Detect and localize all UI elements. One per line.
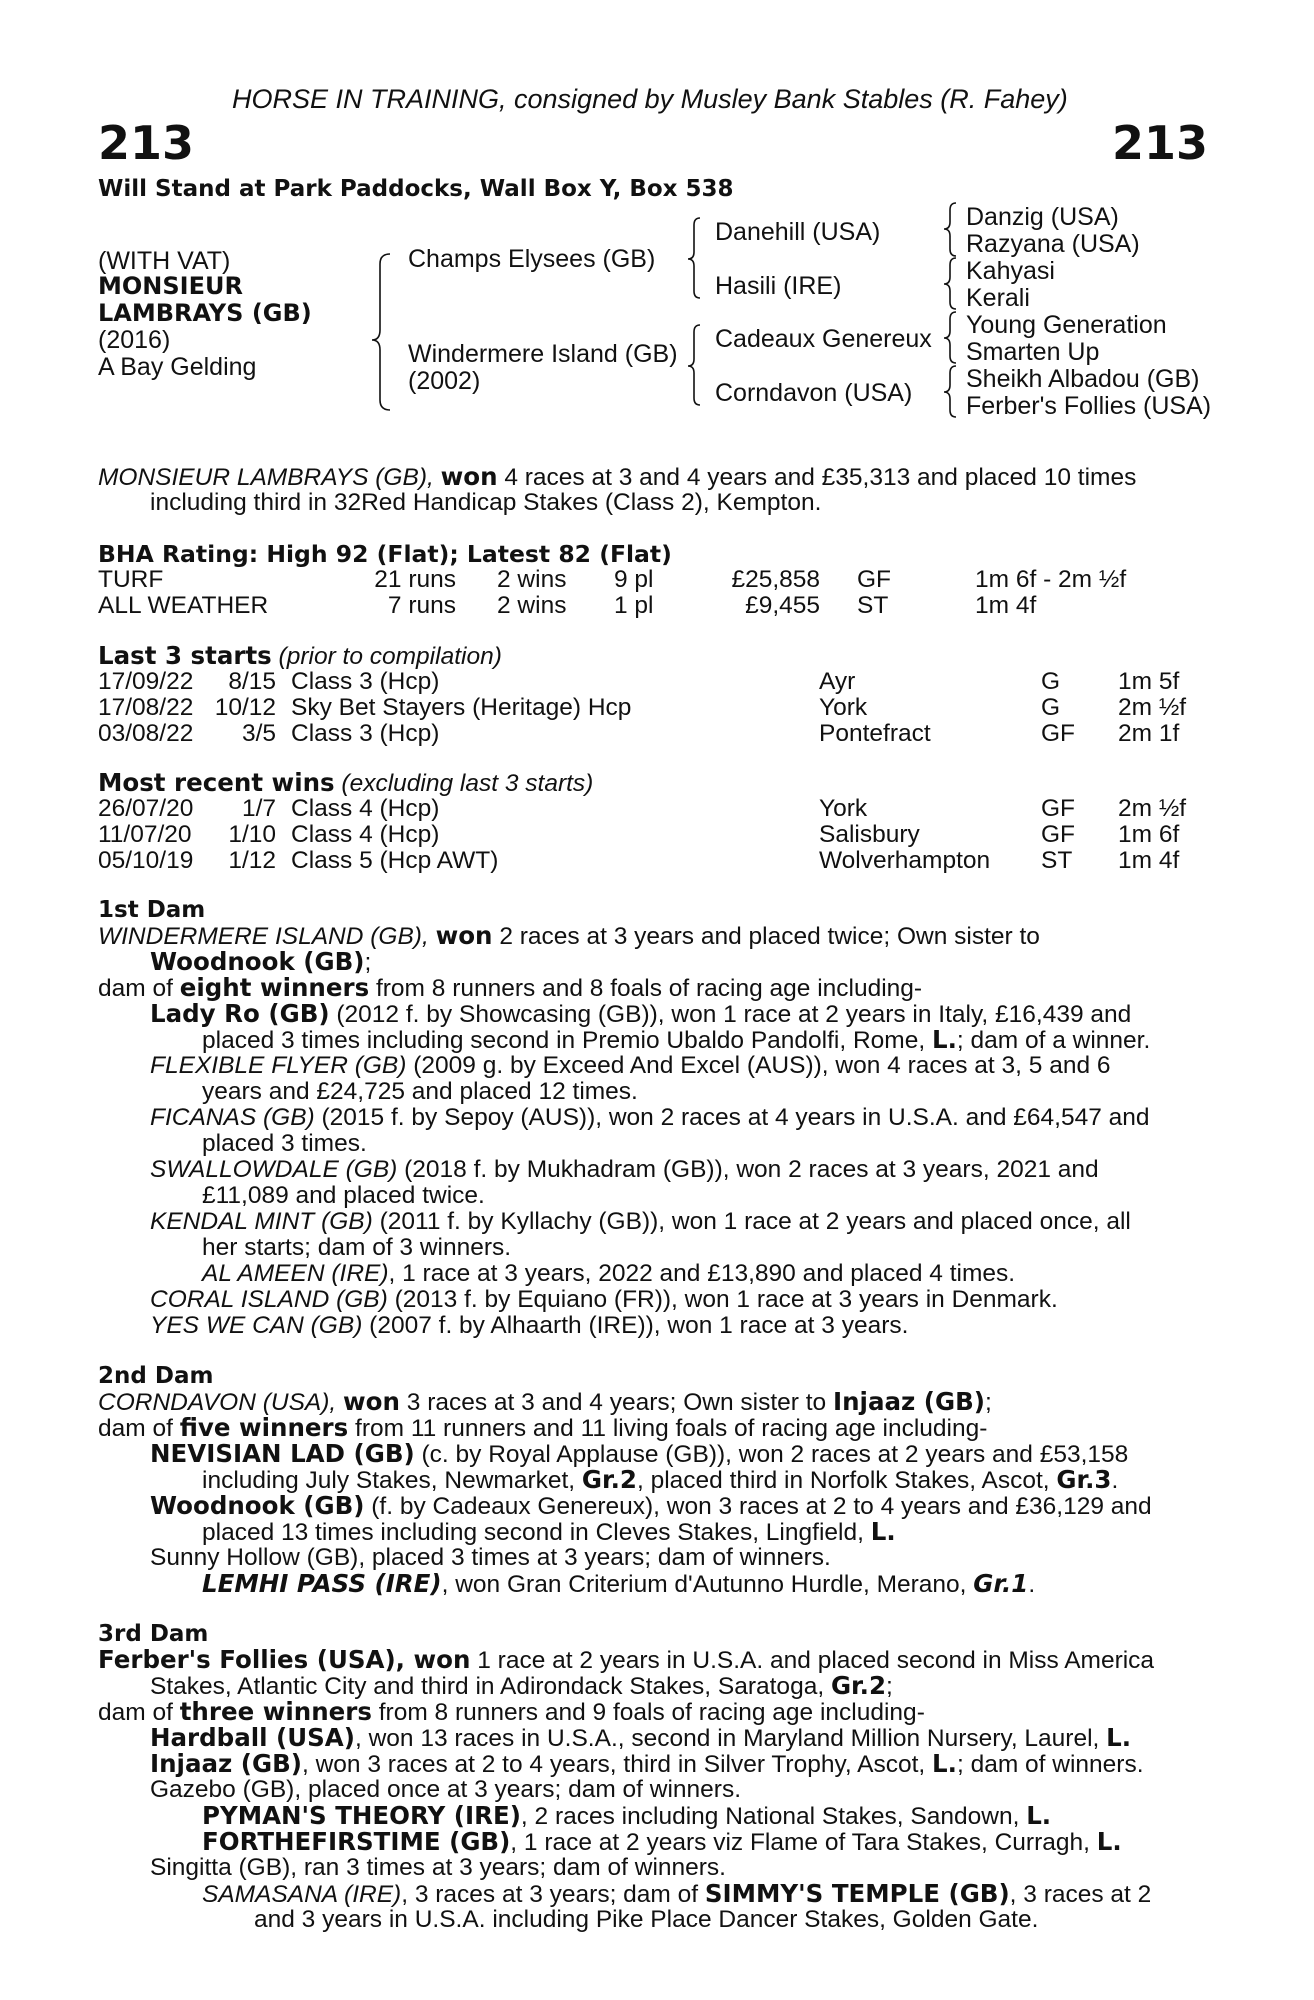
race-name: Class 3 (Hcp) bbox=[291, 720, 440, 747]
grade: L. bbox=[870, 1517, 896, 1546]
progeny-name: SWALLOWDALE (GB) bbox=[150, 1156, 398, 1183]
horse-name-line2: LAMBRAYS (GB) bbox=[98, 299, 312, 327]
dam1-line bbox=[150, 1287, 1058, 1313]
text: 1 race at 2 years in U.S.A. and placed second in Miss America bbox=[470, 1647, 1155, 1674]
text: dam of bbox=[98, 975, 180, 1002]
text: , won Gran Criterium d'Autunno Hurdle, Merano, bbox=[441, 1571, 974, 1598]
summary-horse-name: MONSIEUR LAMBRAYS (GB), bbox=[98, 464, 434, 491]
race-date: 03/08/22 bbox=[98, 720, 194, 747]
text: 2 races at 3 years and placed twice; Own sister to bbox=[492, 923, 1040, 950]
grade: L. bbox=[1096, 1827, 1122, 1856]
second-dam-heading: 2nd Dam bbox=[98, 1363, 214, 1389]
rating-wins: 2 wins bbox=[497, 592, 567, 619]
text: ; bbox=[364, 949, 372, 976]
dam1-line bbox=[150, 1001, 1131, 1028]
text: , placed third in Norfolk Stakes, Ascot, bbox=[636, 1467, 1057, 1494]
rating-surface: ALL WEATHER bbox=[98, 592, 269, 619]
dam3-line bbox=[98, 1647, 1154, 1674]
won-label: won bbox=[343, 1387, 400, 1416]
dam-sire: Cadeaux Genereux bbox=[715, 325, 932, 353]
dam2-line: Sunny Hollow (GB), placed 3 times at 3 years; dam of winners. bbox=[150, 1544, 831, 1571]
grade: L. bbox=[1026, 1801, 1052, 1830]
dam1-line bbox=[150, 949, 371, 976]
horse-description: A Bay Gelding bbox=[98, 353, 257, 381]
sire-dam: Hasili (IRE) bbox=[715, 272, 842, 300]
text: dam of bbox=[98, 1699, 180, 1726]
dam1-line bbox=[202, 1261, 1015, 1287]
rating-row-allweather bbox=[0, 593, 1314, 619]
text: . bbox=[1028, 1571, 1036, 1598]
progeny-name: CORAL ISLAND (GB) bbox=[150, 1286, 388, 1313]
dam3-line bbox=[150, 1673, 893, 1700]
race-going: GF bbox=[1041, 821, 1076, 848]
race-name: Class 3 (Hcp) bbox=[291, 668, 440, 695]
race-course: Ayr bbox=[819, 668, 856, 695]
dam2-name: CORNDAVON (USA), bbox=[98, 1389, 337, 1416]
progeny-name: PYMAN'S THEORY (IRE) bbox=[202, 1801, 521, 1830]
progeny-name: YES WE CAN (GB) bbox=[150, 1312, 363, 1339]
race-position: 8/15 bbox=[228, 668, 276, 695]
lot-number-left: 213 bbox=[98, 116, 195, 170]
race-going: G bbox=[1041, 668, 1061, 695]
dam2-line bbox=[98, 1389, 992, 1416]
race-position: 1/7 bbox=[241, 795, 276, 822]
stand-location: Will Stand at Park Paddocks, Wall Box Y, Box 538 bbox=[98, 176, 734, 202]
race-name: Class 4 (Hcp) bbox=[291, 821, 440, 848]
ggp-7: Sheikh Albadou (GB) bbox=[966, 365, 1200, 393]
text: , 1 race at 3 years, 2022 and £13,890 and placed 4 times. bbox=[388, 1260, 1016, 1287]
dam-dam: Corndavon (USA) bbox=[715, 379, 913, 407]
dam: Windermere Island (GB) bbox=[408, 340, 678, 368]
race-going: ST bbox=[1041, 847, 1073, 874]
rating-runs: 21 runs bbox=[374, 566, 456, 593]
rating-placed: 1 pl bbox=[614, 592, 654, 619]
table-row bbox=[0, 695, 1314, 721]
dam3-name: Ferber's Follies (USA), bbox=[98, 1645, 405, 1674]
won-label: won bbox=[435, 921, 493, 950]
race-distance: 1m 5f bbox=[1118, 668, 1180, 695]
progeny-name: NEVISIAN LAD (GB) bbox=[150, 1439, 415, 1468]
rating-wins: 2 wins bbox=[497, 566, 567, 593]
dam3-line: and 3 years in U.S.A. including Pike Place Dancer Stakes, Golden Gate. bbox=[254, 1906, 1039, 1933]
dam3-line bbox=[202, 1881, 1151, 1908]
last-3-note: (prior to compilation) bbox=[271, 643, 502, 670]
winners-count: eight winners bbox=[179, 973, 370, 1002]
dam3-line bbox=[202, 1829, 1122, 1856]
text: (f. by Cadeaux Genereux), won 3 races at 2 to 4 years and £36,129 and bbox=[364, 1493, 1152, 1520]
text: dam of bbox=[98, 1415, 180, 1442]
dam3-line bbox=[202, 1803, 1051, 1830]
rating-going: GF bbox=[857, 566, 892, 593]
dam2-line bbox=[150, 1441, 1128, 1468]
ggp-3: Kahyasi bbox=[966, 257, 1055, 285]
text: from 11 runners and 11 living foals of racing age including- bbox=[348, 1415, 988, 1442]
race-course: Pontefract bbox=[819, 720, 931, 747]
table-row bbox=[0, 848, 1314, 874]
text: (2012 f. by Showcasing (GB)), won 1 race at 2 years in Italy, £16,439 and bbox=[329, 1001, 1132, 1028]
text: including July Stakes, Newmarket, bbox=[202, 1467, 582, 1494]
progeny-name: Hardball (USA) bbox=[150, 1723, 355, 1752]
progeny-name: FLEXIBLE FLYER (GB) bbox=[150, 1052, 407, 1079]
progeny-name: SIMMY'S TEMPLE (GB) bbox=[704, 1879, 1010, 1908]
ggp-6: Smarten Up bbox=[966, 338, 1100, 366]
race-date: 05/10/19 bbox=[98, 847, 194, 874]
ggp-4: Kerali bbox=[966, 284, 1030, 312]
race-going: GF bbox=[1041, 720, 1076, 747]
ggp-1: Danzig (USA) bbox=[966, 203, 1119, 231]
text: , 3 races at 2 bbox=[1009, 1881, 1152, 1908]
text: from 8 runners and 8 foals of racing age including- bbox=[369, 975, 923, 1002]
grade: Gr.2 bbox=[581, 1465, 637, 1494]
race-course: Wolverhampton bbox=[819, 847, 991, 874]
text: (2009 g. by Exceed And Excel (AUS)), won 4 races at 3, 5 and 6 bbox=[406, 1052, 1111, 1079]
ggp-2: Razyana (USA) bbox=[966, 230, 1140, 258]
rating-prize: £25,858 bbox=[731, 566, 820, 593]
winners-count: five winners bbox=[179, 1413, 349, 1442]
dam2-line bbox=[202, 1571, 1035, 1598]
horse-name-line1: MONSIEUR bbox=[98, 272, 243, 300]
race-date: 26/07/20 bbox=[98, 795, 194, 822]
text: ; dam of winners. bbox=[956, 1751, 1144, 1778]
dam1-line: placed 3 times. bbox=[202, 1130, 367, 1157]
race-going: GF bbox=[1041, 795, 1076, 822]
dam2-line bbox=[150, 1493, 1152, 1520]
race-name: Sky Bet Stayers (Heritage) Hcp bbox=[291, 694, 632, 721]
text: Stakes, Atlantic City and third in Adirondack Stakes, Saratoga, bbox=[150, 1673, 831, 1700]
dam3-line: Gazebo (GB), placed once at 3 years; dam of winners. bbox=[150, 1776, 742, 1803]
progeny-name: FORTHEFIRSTIME (GB) bbox=[202, 1827, 511, 1856]
rating-distance: 1m 4f bbox=[975, 592, 1037, 619]
table-row bbox=[0, 822, 1314, 848]
race-position: 1/12 bbox=[228, 847, 276, 874]
race-course: Salisbury bbox=[819, 821, 920, 848]
progeny-name: AL AMEEN (IRE) bbox=[202, 1260, 389, 1287]
progeny-name: SAMASANA (IRE) bbox=[202, 1881, 402, 1908]
text: ; dam of a winner. bbox=[956, 1027, 1151, 1054]
race-distance: 2m 1f bbox=[1118, 720, 1180, 747]
text: (2007 f. by Alhaarth (IRE)), won 1 race at 3 years. bbox=[362, 1312, 909, 1339]
text: , 1 race at 2 years viz Flame of Tara Stakes, Curragh, bbox=[510, 1829, 1097, 1856]
dam3-line bbox=[98, 1699, 925, 1726]
text: (2015 f. by Sepoy (AUS)), won 2 races at 4 years in U.S.A. and £64,547 and bbox=[314, 1104, 1150, 1131]
table-row bbox=[0, 721, 1314, 747]
rating-runs: 7 runs bbox=[387, 592, 456, 619]
ggp-8: Ferber's Follies (USA) bbox=[966, 392, 1212, 420]
table-row bbox=[0, 796, 1314, 822]
won-label: won bbox=[405, 1645, 471, 1674]
race-date: 11/07/20 bbox=[98, 821, 192, 848]
bha-rating-heading: BHA Rating: High 92 (Flat); Latest 82 (Flat) bbox=[98, 540, 672, 568]
rating-row-turf bbox=[0, 567, 1314, 593]
grade: Gr.2 bbox=[830, 1671, 886, 1700]
lot-number-right: 213 bbox=[1112, 116, 1209, 170]
text: 3 races at 3 and 4 years; Own sister to bbox=[399, 1389, 833, 1416]
dam-year: (2002) bbox=[408, 367, 481, 395]
dam1-line bbox=[150, 1053, 1111, 1079]
grade: L. bbox=[931, 1025, 957, 1054]
sire: Champs Elysees (GB) bbox=[408, 245, 656, 273]
table-row bbox=[0, 669, 1314, 695]
text: , 2 races including National Stakes, Sandown, bbox=[520, 1803, 1027, 1830]
text: . bbox=[1111, 1467, 1119, 1494]
sire-sire: Danehill (USA) bbox=[715, 218, 881, 246]
progeny-name: KENDAL MINT (GB) bbox=[150, 1208, 373, 1235]
recent-note: (excluding last 3 starts) bbox=[334, 770, 594, 797]
text: from 8 runners and 9 foals of racing age including- bbox=[371, 1699, 925, 1726]
dam1-line bbox=[98, 975, 922, 1002]
most-recent-wins-heading bbox=[98, 770, 593, 797]
horse-year: (2016) bbox=[98, 326, 171, 354]
progeny-name: Woodnook (GB) bbox=[150, 1491, 365, 1520]
text: placed 13 times including second in Cleves Stakes, Lingfield, bbox=[202, 1519, 871, 1546]
text: , won 3 races at 2 to 4 years, third in Silver Trophy, Ascot, bbox=[302, 1751, 933, 1778]
dam1-line: years and £24,725 and placed 12 times. bbox=[202, 1078, 638, 1105]
text: , 3 races at 3 years; dam of bbox=[401, 1881, 705, 1908]
dam1-line: her starts; dam of 3 winners. bbox=[202, 1234, 512, 1261]
dam1-line bbox=[98, 923, 1040, 950]
progeny-name: FICANAS (GB) bbox=[150, 1104, 315, 1131]
dam2-line bbox=[202, 1519, 896, 1546]
text: (2011 f. by Kyllachy (GB)), won 1 race at 2 years and placed once, all bbox=[372, 1208, 1131, 1235]
sibling-name: Injaaz (GB) bbox=[833, 1387, 985, 1416]
text: ; bbox=[886, 1673, 893, 1700]
dam3-line bbox=[150, 1725, 1131, 1752]
dam1-line bbox=[150, 1209, 1131, 1235]
text: , won 13 races in U.S.A., second in Maryland Million Nursery, Laurel, bbox=[354, 1725, 1107, 1752]
consignor-line: HORSE IN TRAINING, consigned by Musley Bank Stables (R. Fahey) bbox=[232, 84, 1068, 114]
progeny-name: Lady Ro (GB) bbox=[150, 999, 330, 1028]
race-course: York bbox=[819, 795, 868, 822]
race-going: G bbox=[1041, 694, 1061, 721]
race-distance: 1m 4f bbox=[1118, 847, 1180, 874]
race-distance: 1m 6f bbox=[1118, 821, 1180, 848]
sibling-name: Woodnook (GB) bbox=[150, 947, 365, 976]
grade: L. bbox=[932, 1749, 957, 1778]
last-3-starts-heading bbox=[98, 643, 502, 670]
text: (2013 f. by Equiano (FR)), won 1 race at 3 years in Denmark. bbox=[387, 1286, 1058, 1313]
race-position: 10/12 bbox=[214, 694, 276, 721]
dam1-line bbox=[150, 1157, 1099, 1183]
dam2-line bbox=[202, 1467, 1118, 1494]
race-position: 1/10 bbox=[228, 821, 276, 848]
race-name: Class 4 (Hcp) bbox=[291, 795, 440, 822]
race-distance: 2m ½f bbox=[1118, 795, 1187, 822]
summary-text: 4 races at 3 and 4 years and £35,313 and placed 10 times bbox=[497, 464, 1137, 491]
dam1-line bbox=[150, 1313, 908, 1339]
dam1-name: WINDERMERE ISLAND (GB), bbox=[98, 923, 429, 950]
recent-title: Most recent wins bbox=[98, 768, 335, 797]
vat-label: (WITH VAT) bbox=[98, 247, 231, 275]
rating-going: ST bbox=[857, 592, 889, 619]
winners-count: three winners bbox=[179, 1697, 372, 1726]
text: ; bbox=[985, 1389, 992, 1416]
ggp-5: Young Generation bbox=[966, 311, 1167, 339]
progeny-name: LEMHI PASS (IRE) bbox=[202, 1569, 442, 1598]
race-date: 17/08/22 bbox=[98, 694, 194, 721]
rating-prize: £9,455 bbox=[745, 592, 820, 619]
dam2-line bbox=[98, 1415, 987, 1442]
dam1-line bbox=[150, 1105, 1150, 1131]
last-3-title: Last 3 starts bbox=[98, 641, 272, 670]
summary-line-2: including third in 32Red Handicap Stakes (Class 2), Kempton. bbox=[150, 489, 822, 516]
race-distance: 2m ½f bbox=[1118, 694, 1187, 721]
dam1-line: £11,089 and placed twice. bbox=[202, 1182, 485, 1209]
progeny-name: Injaaz (GB) bbox=[150, 1749, 302, 1778]
race-position: 3/5 bbox=[241, 720, 276, 747]
race-course: York bbox=[819, 694, 868, 721]
dam1-line bbox=[202, 1027, 1150, 1054]
summary-won: won bbox=[440, 462, 498, 491]
text: placed 3 times including second in Premio Ubaldo Pandolfi, Rome, bbox=[202, 1027, 932, 1054]
race-name: Class 5 (Hcp AWT) bbox=[291, 847, 499, 874]
grade: L. bbox=[1106, 1723, 1132, 1752]
rating-distance: 1m 6f - 2m ½f bbox=[975, 566, 1127, 593]
rating-placed: 9 pl bbox=[614, 566, 654, 593]
summary-line-1 bbox=[98, 464, 1136, 491]
dam3-line: Singitta (GB), ran 3 times at 3 years; dam of winners. bbox=[150, 1854, 726, 1881]
dam3-line bbox=[150, 1751, 1144, 1778]
first-dam-heading: 1st Dam bbox=[98, 897, 206, 923]
grade: Gr.1 bbox=[973, 1569, 1029, 1598]
race-date: 17/09/22 bbox=[98, 668, 194, 695]
text: (c. by Royal Applause (GB)), won 2 races at 2 years and £53,158 bbox=[414, 1441, 1129, 1468]
rating-surface: TURF bbox=[98, 566, 164, 593]
grade: Gr.3 bbox=[1056, 1465, 1112, 1494]
text: (2018 f. by Mukhadram (GB)), won 2 races at 3 years, 2021 and bbox=[397, 1156, 1099, 1183]
third-dam-heading: 3rd Dam bbox=[98, 1621, 209, 1647]
